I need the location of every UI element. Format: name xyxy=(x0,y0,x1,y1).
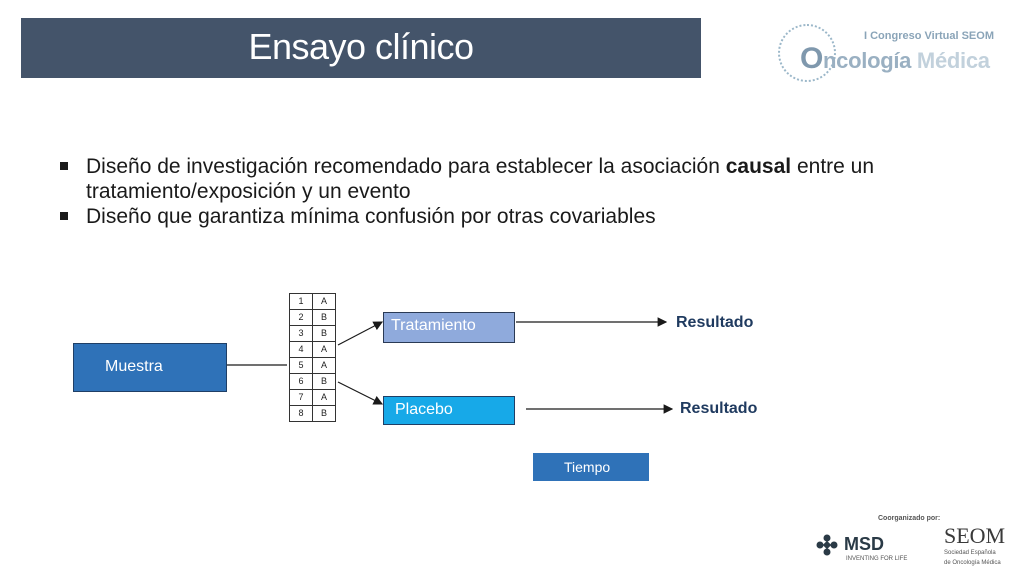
assigned-arm-cell: B xyxy=(313,374,336,390)
subject-number-cell: 1 xyxy=(290,294,313,310)
logo-specialty-text: Oncología Médica xyxy=(800,42,990,75)
coorganized-label: Coorganizado por: xyxy=(878,515,941,522)
sample-box: Muestra xyxy=(73,343,227,392)
seom-subtitle-2: de Oncología Médica xyxy=(944,560,1001,566)
subject-number-cell: 3 xyxy=(290,326,313,342)
placebo-box: Placebo xyxy=(383,396,515,425)
subject-number-cell: 7 xyxy=(290,390,313,406)
subject-number-cell: 6 xyxy=(290,374,313,390)
table-row xyxy=(290,342,336,358)
subject-number-cell: 4 xyxy=(290,342,313,358)
table-row xyxy=(290,310,336,326)
subject-number-cell: 8 xyxy=(290,406,313,422)
assigned-arm-cell: B xyxy=(313,310,336,326)
slide-title: Ensayo clínico xyxy=(248,26,474,67)
table-row xyxy=(290,374,336,390)
table-row xyxy=(290,326,336,342)
assigned-arm-cell: A xyxy=(313,294,336,310)
assigned-arm-cell: A xyxy=(313,358,336,374)
assigned-arm-cell: A xyxy=(313,342,336,358)
msd-mark-icon xyxy=(816,534,838,556)
bullet-item: Diseño de investigación recomendado para establecer la asociación causal entre un tratamiento/exposición y un evento xyxy=(60,154,940,204)
msd-logo xyxy=(816,532,906,566)
seom-logo xyxy=(944,525,1020,567)
table-to-placebo-arrow xyxy=(338,382,382,404)
assigned-arm-cell: B xyxy=(313,326,336,342)
table-row xyxy=(290,358,336,374)
table-row xyxy=(290,390,336,406)
subject-number-cell: 5 xyxy=(290,358,313,374)
msd-tagline: INVENTING FOR LIFE xyxy=(846,556,908,562)
seom-name: SEOM xyxy=(944,523,1006,548)
msd-name: MSD xyxy=(844,534,884,554)
time-box: Tiempo xyxy=(533,453,649,481)
randomization-table xyxy=(289,293,336,422)
logo-congress-text: I Congreso Virtual SEOM xyxy=(864,30,994,42)
table-row xyxy=(290,294,336,310)
seom-subtitle-1: Sociedad Española xyxy=(944,550,996,556)
subject-number-cell: 2 xyxy=(290,310,313,326)
assigned-arm-cell: A xyxy=(313,390,336,406)
bullet-item: Diseño que garantiza mínima confusión por otras covariables xyxy=(60,204,940,229)
assigned-arm-cell: B xyxy=(313,406,336,422)
treatment-box: Tratamiento xyxy=(383,312,515,343)
result-label-placebo: Resultado xyxy=(680,400,758,417)
result-label-treatment: Resultado xyxy=(676,314,754,331)
table-row xyxy=(290,406,336,422)
table-to-treatment-arrow xyxy=(338,322,382,345)
